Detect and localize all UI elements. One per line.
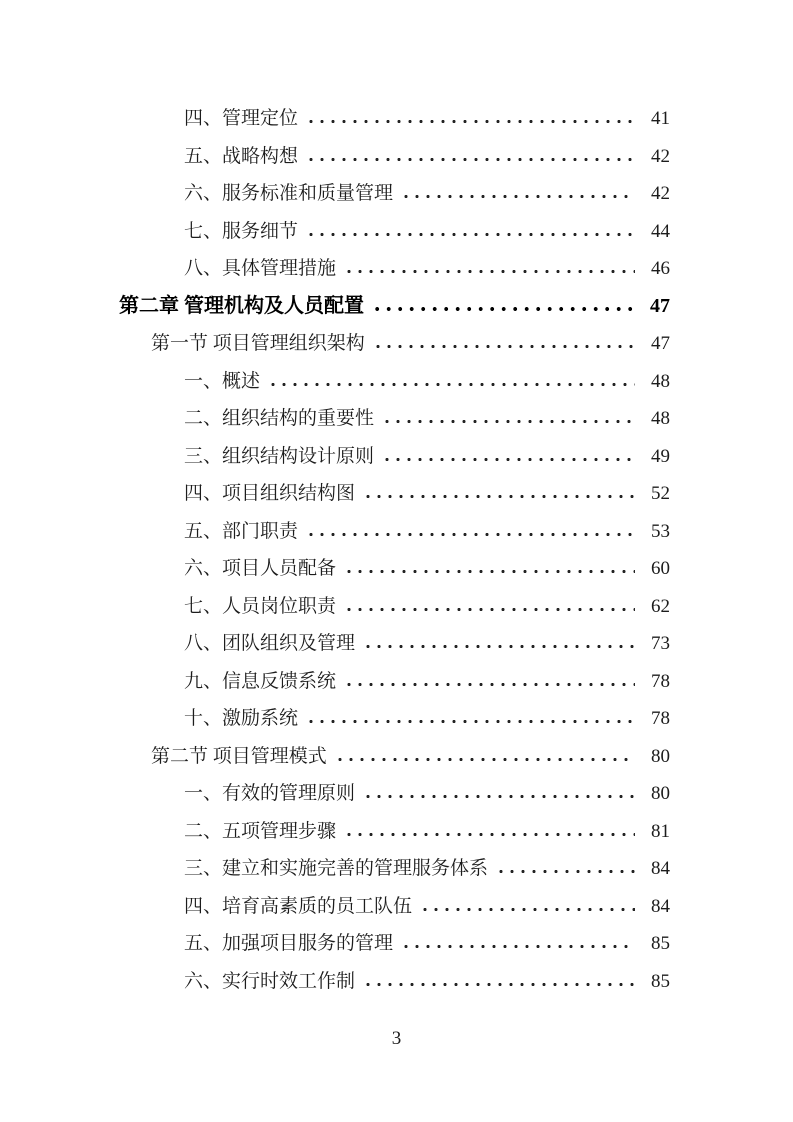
toc-entry-label: 八、具体管理措施 — [184, 258, 337, 279]
toc-entry-page: 84 — [651, 858, 670, 879]
toc-entry-page: 80 — [651, 745, 670, 767]
toc-entry-page: 62 — [651, 595, 670, 617]
page-number: 3 — [391, 1028, 402, 1049]
toc-entry-label: 十、激励系统 — [184, 708, 299, 729]
toc-entry — [119, 775, 670, 813]
toc-entry — [119, 175, 670, 213]
toc-entry — [119, 363, 670, 401]
toc-entry-label: 一、概述 — [184, 370, 261, 392]
toc-entry-label: 九、信息反馈系统 — [184, 670, 337, 692]
toc-entry-label: 第二章 管理机构及人员配置 — [119, 294, 364, 317]
toc-entry — [119, 850, 670, 888]
page-footer — [0, 1024, 793, 1054]
toc-entry-page: 73 — [651, 633, 670, 654]
toc-entry-page: 53 — [651, 520, 670, 542]
toc-entry — [119, 288, 670, 326]
toc-entry — [119, 513, 670, 551]
toc-entry-page: 42 — [651, 145, 670, 167]
toc-entry — [119, 888, 670, 926]
toc-entry-page: 49 — [651, 445, 670, 467]
toc-dot-leader — [305, 232, 635, 237]
toc-entry-label: 第二节 项目管理模式 — [151, 745, 327, 767]
toc-dot-leader — [419, 907, 635, 912]
toc-entry-label: 六、项目人员配备 — [184, 558, 337, 579]
toc-entry — [119, 663, 670, 701]
toc-dot-leader — [381, 457, 635, 462]
toc-dot-leader — [495, 869, 635, 874]
toc-dot-leader — [305, 719, 635, 724]
toc-entry — [119, 925, 670, 963]
toc-entry-page: 85 — [651, 970, 670, 992]
toc-dot-leader — [305, 532, 635, 537]
toc-dot-leader — [381, 419, 635, 424]
toc-dot-leader — [362, 794, 635, 799]
toc-entry — [119, 250, 670, 288]
toc-entry-label: 五、部门职责 — [184, 520, 299, 542]
toc-entry-label: 一、有效的管理原则 — [184, 783, 356, 804]
toc-dot-leader — [372, 344, 635, 349]
toc-entry-page: 44 — [651, 220, 670, 242]
toc-entry-page: 42 — [651, 183, 670, 204]
toc-entry — [119, 700, 670, 738]
toc-entry-page: 60 — [651, 558, 670, 579]
toc-entry — [119, 213, 670, 251]
toc-entry-page: 48 — [651, 408, 670, 429]
toc-entry-label: 四、管理定位 — [184, 108, 299, 129]
toc-dot-leader — [343, 682, 635, 687]
toc-entry — [119, 588, 670, 626]
toc-dot-leader — [362, 494, 635, 499]
toc-entry-label: 六、服务标准和质量管理 — [184, 183, 394, 204]
toc-entry-label: 四、项目组织结构图 — [184, 483, 356, 504]
toc-entry-label: 七、服务细节 — [184, 220, 299, 242]
toc-entry — [119, 438, 670, 476]
toc-entry-label: 七、人员岗位职责 — [184, 595, 337, 617]
toc-entry-label: 五、战略构想 — [184, 145, 299, 167]
toc-entry — [119, 138, 670, 176]
toc-dot-leader — [362, 644, 635, 649]
toc-dot-leader — [362, 982, 635, 987]
toc-dot-leader — [305, 157, 635, 162]
toc-entry-label: 二、五项管理步骤 — [184, 820, 337, 842]
toc-entry — [119, 475, 670, 513]
toc-entry-page: 78 — [651, 670, 670, 692]
toc-entry — [119, 325, 670, 363]
toc-entry-page: 85 — [651, 933, 670, 954]
toc-entry-label: 五、加强项目服务的管理 — [184, 933, 394, 954]
toc-dot-leader — [343, 607, 635, 612]
toc-entry — [119, 813, 670, 851]
toc-entry-label: 四、培育高素质的员工队伍 — [184, 895, 413, 917]
toc-entry-page: 47 — [650, 294, 670, 317]
toc-entry-page: 48 — [651, 370, 670, 392]
toc-entry-page: 52 — [651, 483, 670, 504]
toc-dot-leader — [343, 832, 635, 837]
toc-entry-page: 80 — [651, 783, 670, 804]
toc-dot-leader — [371, 306, 635, 312]
toc-entry — [119, 400, 670, 438]
toc-dot-leader — [305, 119, 635, 124]
toc-dot-leader — [343, 269, 635, 274]
toc-entry-page: 84 — [651, 895, 670, 917]
toc-entry-page: 78 — [651, 708, 670, 729]
toc-entry — [119, 100, 670, 138]
toc-entry-page: 46 — [651, 258, 670, 279]
toc-dot-leader — [400, 944, 635, 949]
toc-entry-page: 41 — [651, 108, 670, 129]
toc-entry-label: 六、实行时效工作制 — [184, 970, 356, 992]
toc-dot-leader — [267, 382, 635, 387]
toc-entry-page: 81 — [651, 820, 670, 842]
toc-entry — [119, 625, 670, 663]
table-of-contents — [119, 100, 670, 1000]
toc-entry-label: 第一节 项目管理组织架构 — [151, 333, 365, 354]
toc-entry — [119, 550, 670, 588]
toc-entry-label: 二、组织结构的重要性 — [184, 408, 375, 429]
toc-dot-leader — [400, 194, 635, 199]
toc-entry-label: 三、组织结构设计原则 — [184, 445, 375, 467]
toc-entry-label: 三、建立和实施完善的管理服务体系 — [184, 858, 489, 879]
toc-dot-leader — [334, 757, 635, 762]
toc-entry — [119, 738, 670, 776]
toc-entry — [119, 963, 670, 1001]
toc-entry-page: 47 — [651, 333, 670, 354]
toc-dot-leader — [343, 569, 635, 574]
toc-entry-label: 八、团队组织及管理 — [184, 633, 356, 654]
